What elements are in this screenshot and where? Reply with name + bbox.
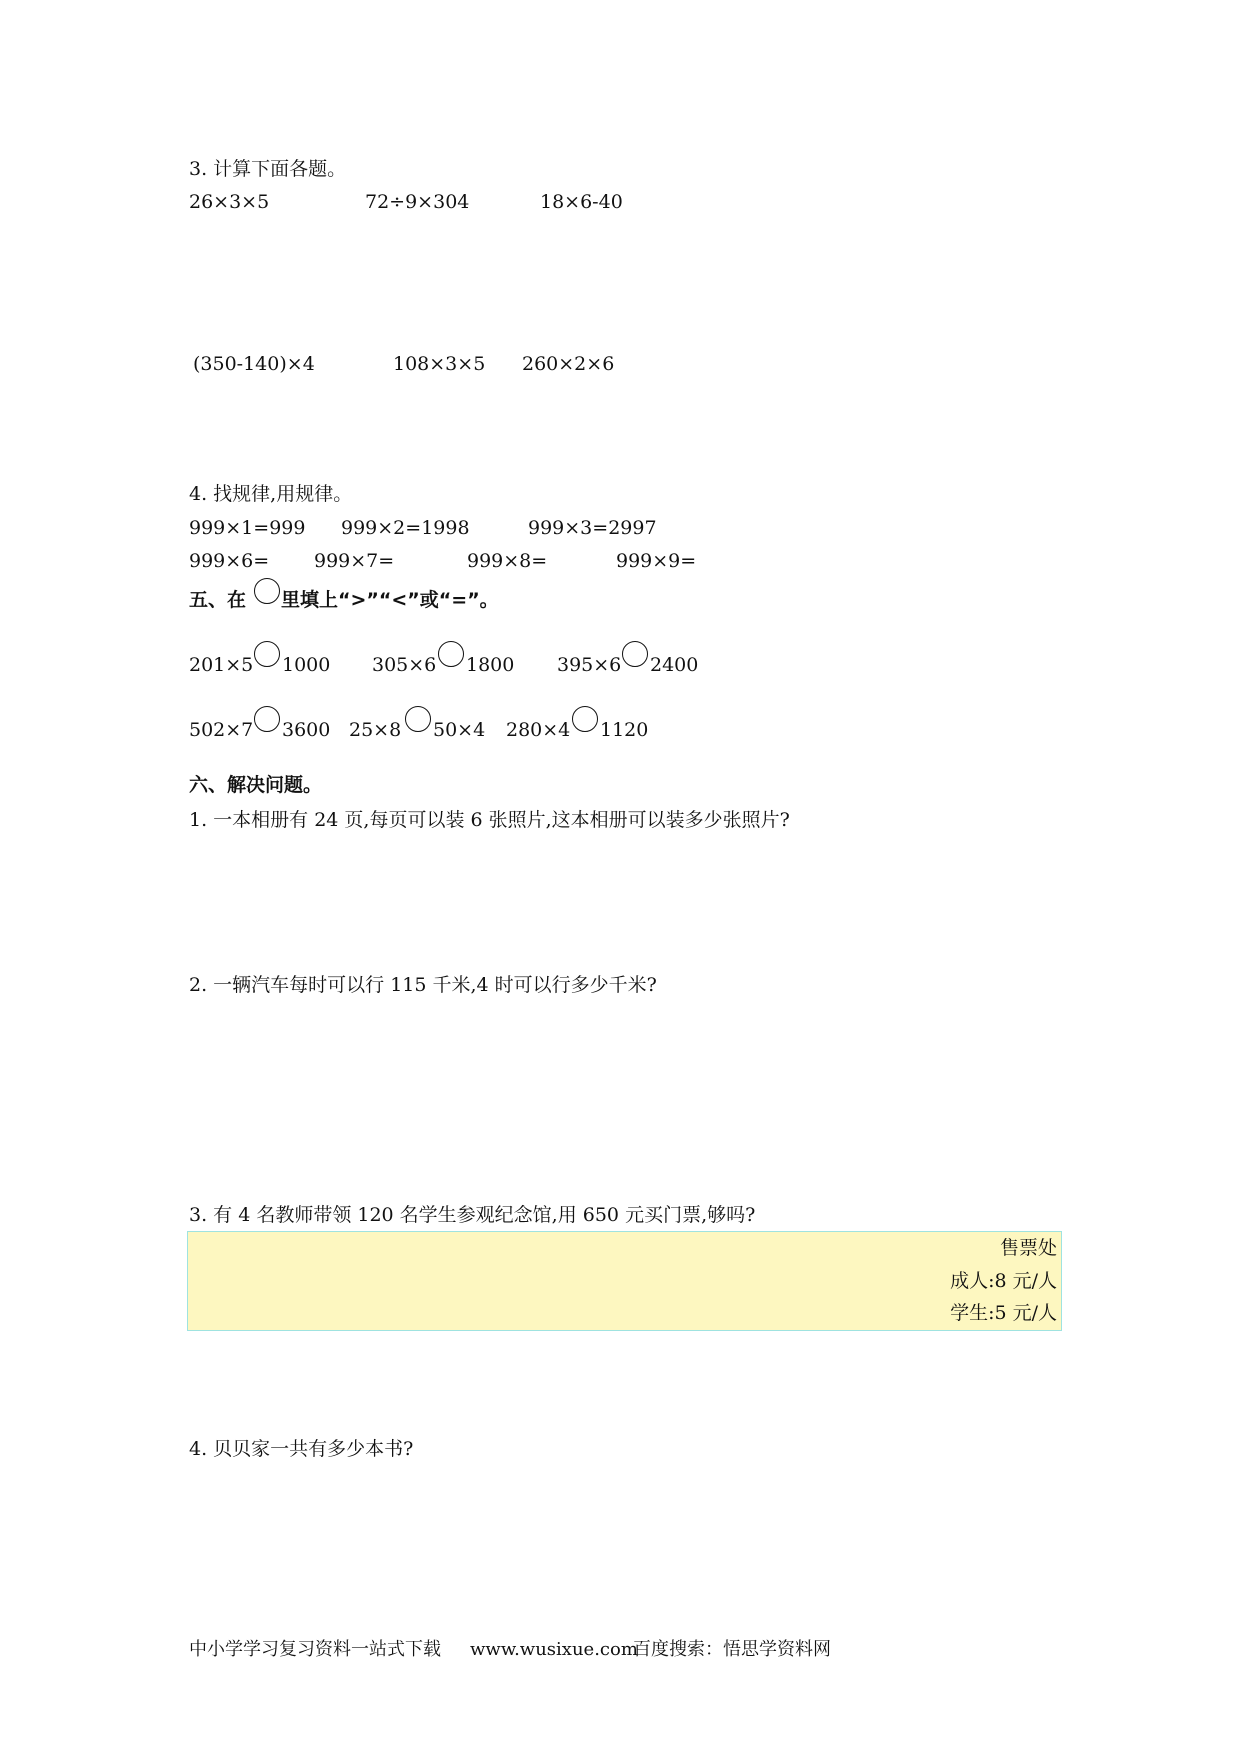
compare-left-1: 201×5 (189, 654, 254, 676)
compare-left-3: 395×6 (557, 654, 622, 676)
q3-expr-2: 72÷9×304 (365, 191, 470, 213)
q3-expr-1: 26×3×5 (189, 191, 270, 213)
q4-title: 4. 找规律,用规律。 (189, 483, 353, 505)
problem-3: 3. 有 4 名教师带领 120 名学生参观纪念馆,用 650 元买门票,够吗? (189, 1204, 756, 1226)
q3-expr-4: (350-140)×4 (193, 353, 315, 375)
ticket-office-title: 售票处 (999, 1237, 1057, 1259)
section5-title-part1: 五、在 (189, 589, 247, 611)
problem-1: 1. 一本相册有 24 页,每页可以装 6 张照片,这本相册可以装多少张照片? (189, 809, 790, 831)
compare-circle-2[interactable] (438, 641, 464, 667)
q3-expr-5: 108×3×5 (393, 353, 486, 375)
compare-left-5: 25×8 (349, 719, 402, 741)
compare-circle-5[interactable] (405, 706, 431, 732)
compare-left-4: 502×7 (189, 719, 254, 741)
footer-url: www.wusixue.com (470, 1639, 638, 1660)
compare-right-1: 1000 (282, 654, 331, 676)
compare-circle-6[interactable] (572, 706, 598, 732)
q3-expr-3: 18×6-40 (540, 191, 623, 213)
q4-eq-2: 999×2=1998 (341, 517, 470, 539)
compare-circle-1[interactable] (254, 641, 280, 667)
problem-4: 4. 贝贝家一共有多少本书? (189, 1438, 414, 1460)
compare-right-5: 50×4 (433, 719, 486, 741)
q3-expr-6: 260×2×6 (522, 353, 615, 375)
ticket-student-price: 学生:5 元/人 (950, 1302, 1057, 1324)
q4-eq-9: 999×9= (616, 550, 697, 572)
ticket-adult-price: 成人:8 元/人 (950, 1270, 1057, 1292)
q4-eq-3: 999×3=2997 (528, 517, 657, 539)
q3-title: 3. 计算下面各题。 (189, 158, 347, 180)
compare-circle-3[interactable] (622, 641, 648, 667)
compare-left-6: 280×4 (506, 719, 571, 741)
problem-2: 2. 一辆汽车每时可以行 115 千米,4 时可以行多少千米? (189, 974, 657, 996)
compare-right-3: 2400 (650, 654, 699, 676)
footer-slogan: 中小学学习复习资料一站式下载 (189, 1639, 441, 1660)
compare-right-2: 1800 (466, 654, 515, 676)
compare-right-6: 1120 (600, 719, 649, 741)
section5-title-part2: 里填上“>”“<”或“=”。 (281, 589, 499, 611)
compare-circle-4[interactable] (254, 706, 280, 732)
compare-circle-icon (254, 578, 280, 604)
q4-eq-7: 999×7= (314, 550, 395, 572)
q4-eq-8: 999×8= (467, 550, 548, 572)
q4-eq-1: 999×1=999 (189, 517, 306, 539)
ticket-price-box (187, 1231, 1062, 1331)
section6-title: 六、解决问题。 (189, 774, 323, 796)
compare-left-2: 305×6 (372, 654, 437, 676)
footer-search: 百度搜索：悟思学资料网 (633, 1639, 831, 1660)
compare-right-4: 3600 (282, 719, 331, 741)
q4-eq-6: 999×6= (189, 550, 270, 572)
